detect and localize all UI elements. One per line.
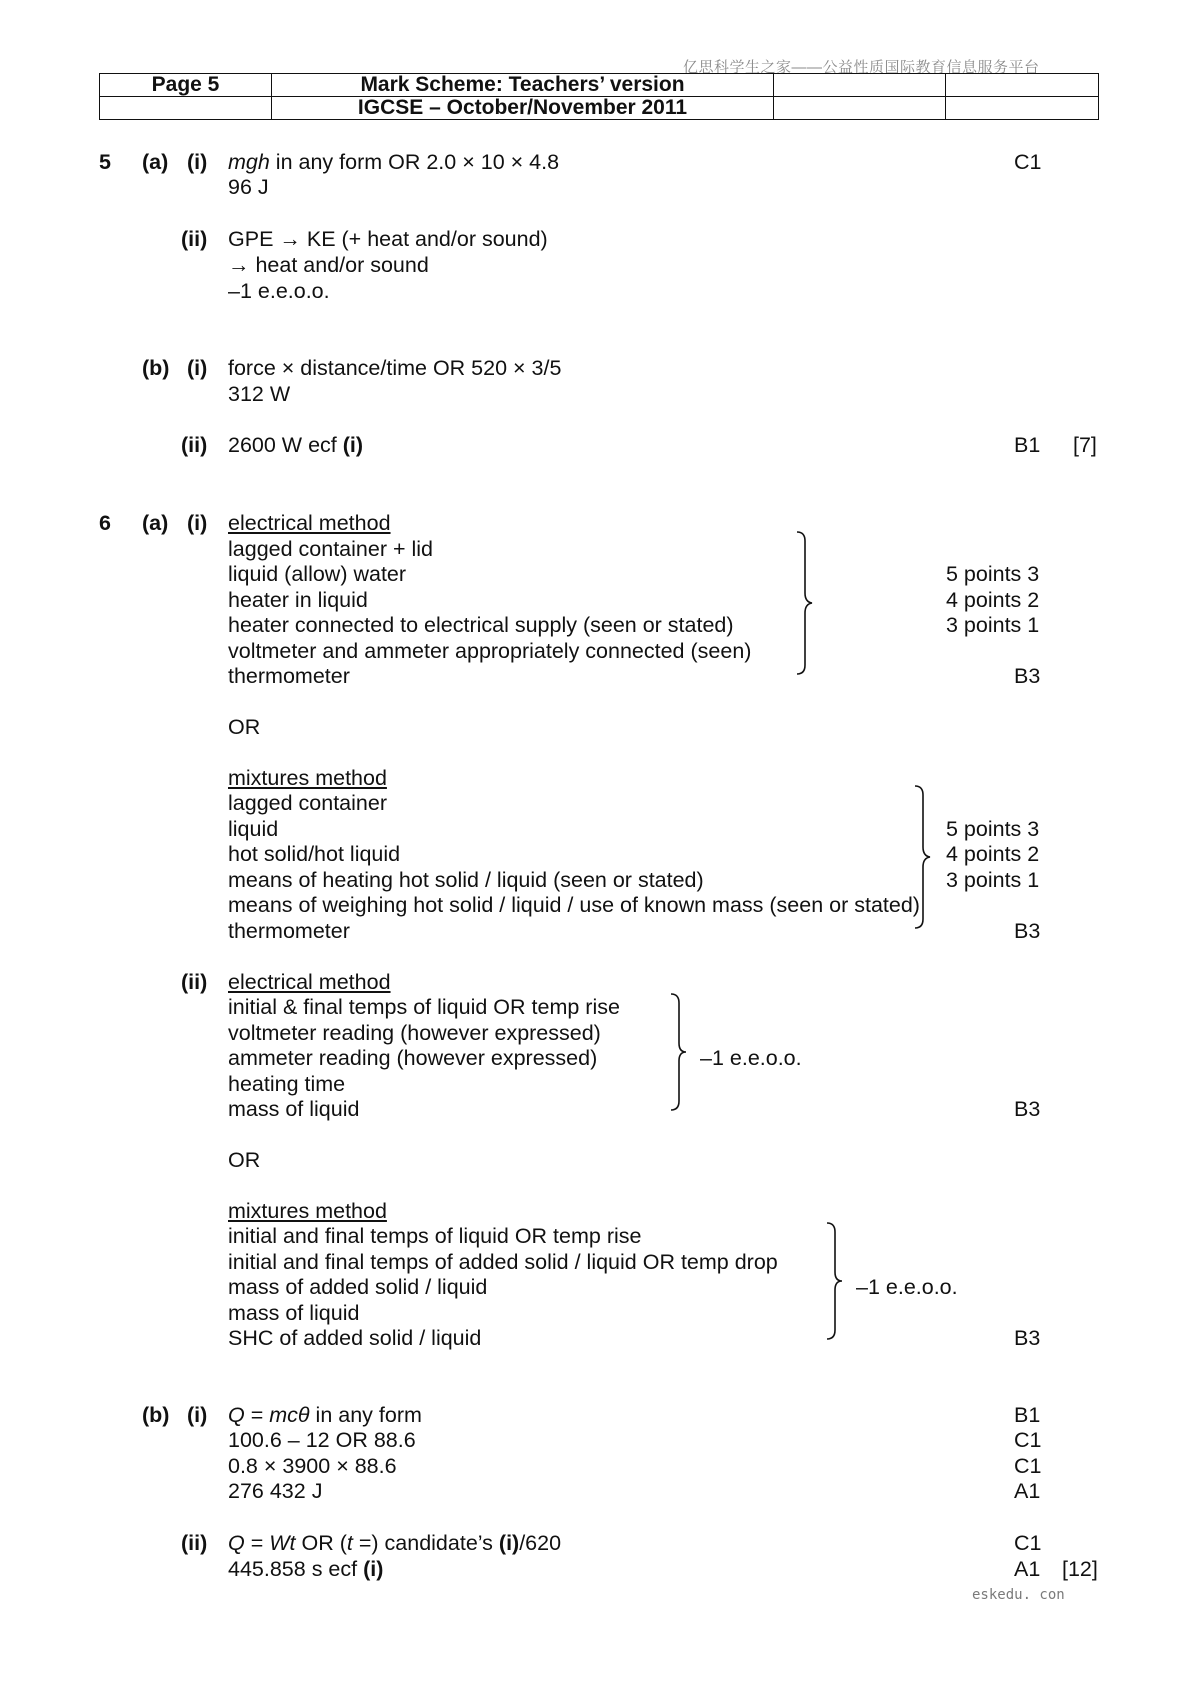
q6-b-i-mark: A1: [1014, 1479, 1041, 1503]
q6-a-ii-mix-item: mass of liquid: [228, 1301, 360, 1325]
q6-total: [12]: [1062, 1557, 1098, 1581]
q5-total: [7]: [1073, 433, 1097, 457]
q6-a-i-points: 4 points 2: [946, 588, 1040, 612]
q6-a-i-mix-item: thermometer: [228, 919, 350, 943]
brace-icon: [669, 993, 689, 1111]
q6-a-i-mix-item: means of heating hot solid / liquid (seen or stated): [228, 868, 704, 892]
q6-b-i-line: 0.8 × 3900 × 88.6: [228, 1454, 397, 1478]
q6-a-ii-elec-item: initial & final temps of liquid OR temp rise: [228, 995, 620, 1019]
q6-b-i-mark: C1: [1014, 1428, 1042, 1452]
q5-a-i-line2: 96 J: [228, 175, 269, 199]
q6-a-i-label: (i): [187, 511, 208, 535]
q6-a-ii-elec-title: electrical method: [228, 970, 391, 994]
q6-a-ii-elec-item: ammeter reading (however expressed): [228, 1046, 598, 1070]
q6-a-i-elec-item: heater in liquid: [228, 588, 368, 612]
q5-b-i-label: (i): [187, 356, 208, 380]
q6-b-ii-line2: 445.858 s ecf (i): [228, 1557, 384, 1581]
q6-b-ii-mark: C1: [1014, 1531, 1042, 1555]
q6-a-i-elec-item: voltmeter and ammeter appropriately connected (seen): [228, 639, 752, 663]
q5-a-ii-line2: → heat and/or sound: [228, 253, 429, 277]
q6-b-ii-label: (ii): [181, 1531, 208, 1555]
q6-a-ii-label: (ii): [181, 970, 208, 994]
header-page: Page 5: [100, 74, 272, 97]
q6-b-i-line: 100.6 – 12 OR 88.6: [228, 1428, 416, 1452]
q6-a-i-points: 5 points 3: [946, 562, 1040, 586]
header-title: Mark Scheme: Teachers’ version: [272, 74, 774, 97]
q5-b-ii-label: (ii): [181, 433, 208, 457]
q6-a-i-mix-title: mixtures method: [228, 766, 387, 790]
q6-a-i-elec-item: lagged container + lid: [228, 537, 433, 561]
q6-a-label: (a): [142, 511, 169, 535]
q6-b-i-line: 276 432 J: [228, 1479, 323, 1503]
q6-a-ii-elec-item: voltmeter reading (however expressed): [228, 1021, 601, 1045]
q6-number: 6: [99, 511, 111, 535]
watermark-bottom: eskedu. con: [972, 1587, 1065, 1603]
q6-a-ii-mix-eeoo: –1 e.e.o.o.: [856, 1275, 958, 1299]
brace-icon: [825, 1222, 845, 1340]
q6-a-i-or: OR: [228, 715, 261, 739]
q6-a-i-elec-item: heater connected to electrical supply (seen or stated): [228, 613, 734, 637]
q6-a-i-elec-item: liquid (allow) water: [228, 562, 407, 586]
q6-a-i-points: 3 points 1: [946, 613, 1040, 637]
q6-a-ii-elec-item: mass of liquid: [228, 1097, 360, 1121]
q6-b-i-line1: Q = mcθ in any form: [228, 1403, 422, 1427]
q6-a-ii-mix-item: mass of added solid / liquid: [228, 1275, 488, 1299]
q5-a-i-mark: C1: [1014, 150, 1042, 174]
q6-b-i-mark: C1: [1014, 1454, 1042, 1478]
q5-a-ii-line1: GPE → KE (+ heat and/or sound): [228, 227, 548, 251]
q5-a-i-label: (i): [187, 150, 208, 174]
q6-a-ii-mix-mark: B3: [1014, 1326, 1041, 1350]
q6-b-i-mark: B1: [1014, 1403, 1041, 1427]
q6-a-ii-or: OR: [228, 1148, 261, 1172]
q5-b-ii-line: 2600 W ecf (i): [228, 433, 364, 457]
q6-a-ii-mix-item: initial and final temps of added solid / liquid OR temp drop: [228, 1250, 778, 1274]
q6-a-ii-elec-eeoo: –1 e.e.o.o.: [700, 1046, 802, 1070]
header-table: [99, 73, 1099, 120]
q5-a-ii-label: (ii): [181, 227, 208, 251]
q6-a-ii-mix-title: mixtures method: [228, 1199, 387, 1223]
q6-a-i-mix-item: hot solid/hot liquid: [228, 842, 401, 866]
q6-a-i-elec-title: electrical method: [228, 511, 391, 535]
q6-a-i-points: 3 points 1: [946, 868, 1040, 892]
q5-a-ii-line3: –1 e.e.o.o.: [228, 279, 330, 303]
q6-a-ii-mix-item: initial and final temps of liquid OR temp rise: [228, 1224, 642, 1248]
q5-b-i-line2: 312 W: [228, 382, 291, 406]
q6-a-i-points: 4 points 2: [946, 842, 1040, 866]
brace-icon: [913, 785, 933, 929]
q6-a-ii-mix-item: SHC of added solid / liquid: [228, 1326, 482, 1350]
q6-a-i-mix-item: means of weighing hot solid / liquid / use of known mass (seen or stated): [228, 893, 920, 917]
brace-icon: [795, 531, 815, 675]
watermark-top: 亿思科学生之家——公益性质国际教育信息服务平台: [683, 59, 1040, 76]
q6-a-ii-elec-mark: B3: [1014, 1097, 1041, 1121]
q6-a-i-elec-item: thermometer: [228, 664, 350, 688]
q6-a-ii-elec-item: heating time: [228, 1072, 346, 1096]
q5-b-ii-mark: B1: [1014, 433, 1041, 457]
q6-a-i-elec-mark: B3: [1014, 664, 1041, 688]
q6-a-i-mix-item: liquid: [228, 817, 279, 841]
q6-b-ii-line1: Q = Wt OR (t =) candidate’s (i)/620: [228, 1531, 562, 1555]
q5-b-label: (b): [142, 356, 170, 380]
header-subtitle: IGCSE – October/November 2011: [272, 97, 774, 120]
q6-a-i-points: 5 points 3: [946, 817, 1040, 841]
q6-b-ii-mark: A1: [1014, 1557, 1041, 1581]
q6-b-label: (b): [142, 1403, 170, 1427]
q5-a-i-line1: mgh in any form OR 2.0 × 10 × 4.8: [228, 150, 560, 174]
q6-a-i-mix-mark: B3: [1014, 919, 1041, 943]
q6-a-i-mix-item: lagged container: [228, 791, 387, 815]
q5-a-label: (a): [142, 150, 169, 174]
q5-number: 5: [99, 150, 111, 174]
q6-b-i-label: (i): [187, 1403, 208, 1427]
q5-b-i-line1: force × distance/time OR 520 × 3/5: [228, 356, 562, 380]
